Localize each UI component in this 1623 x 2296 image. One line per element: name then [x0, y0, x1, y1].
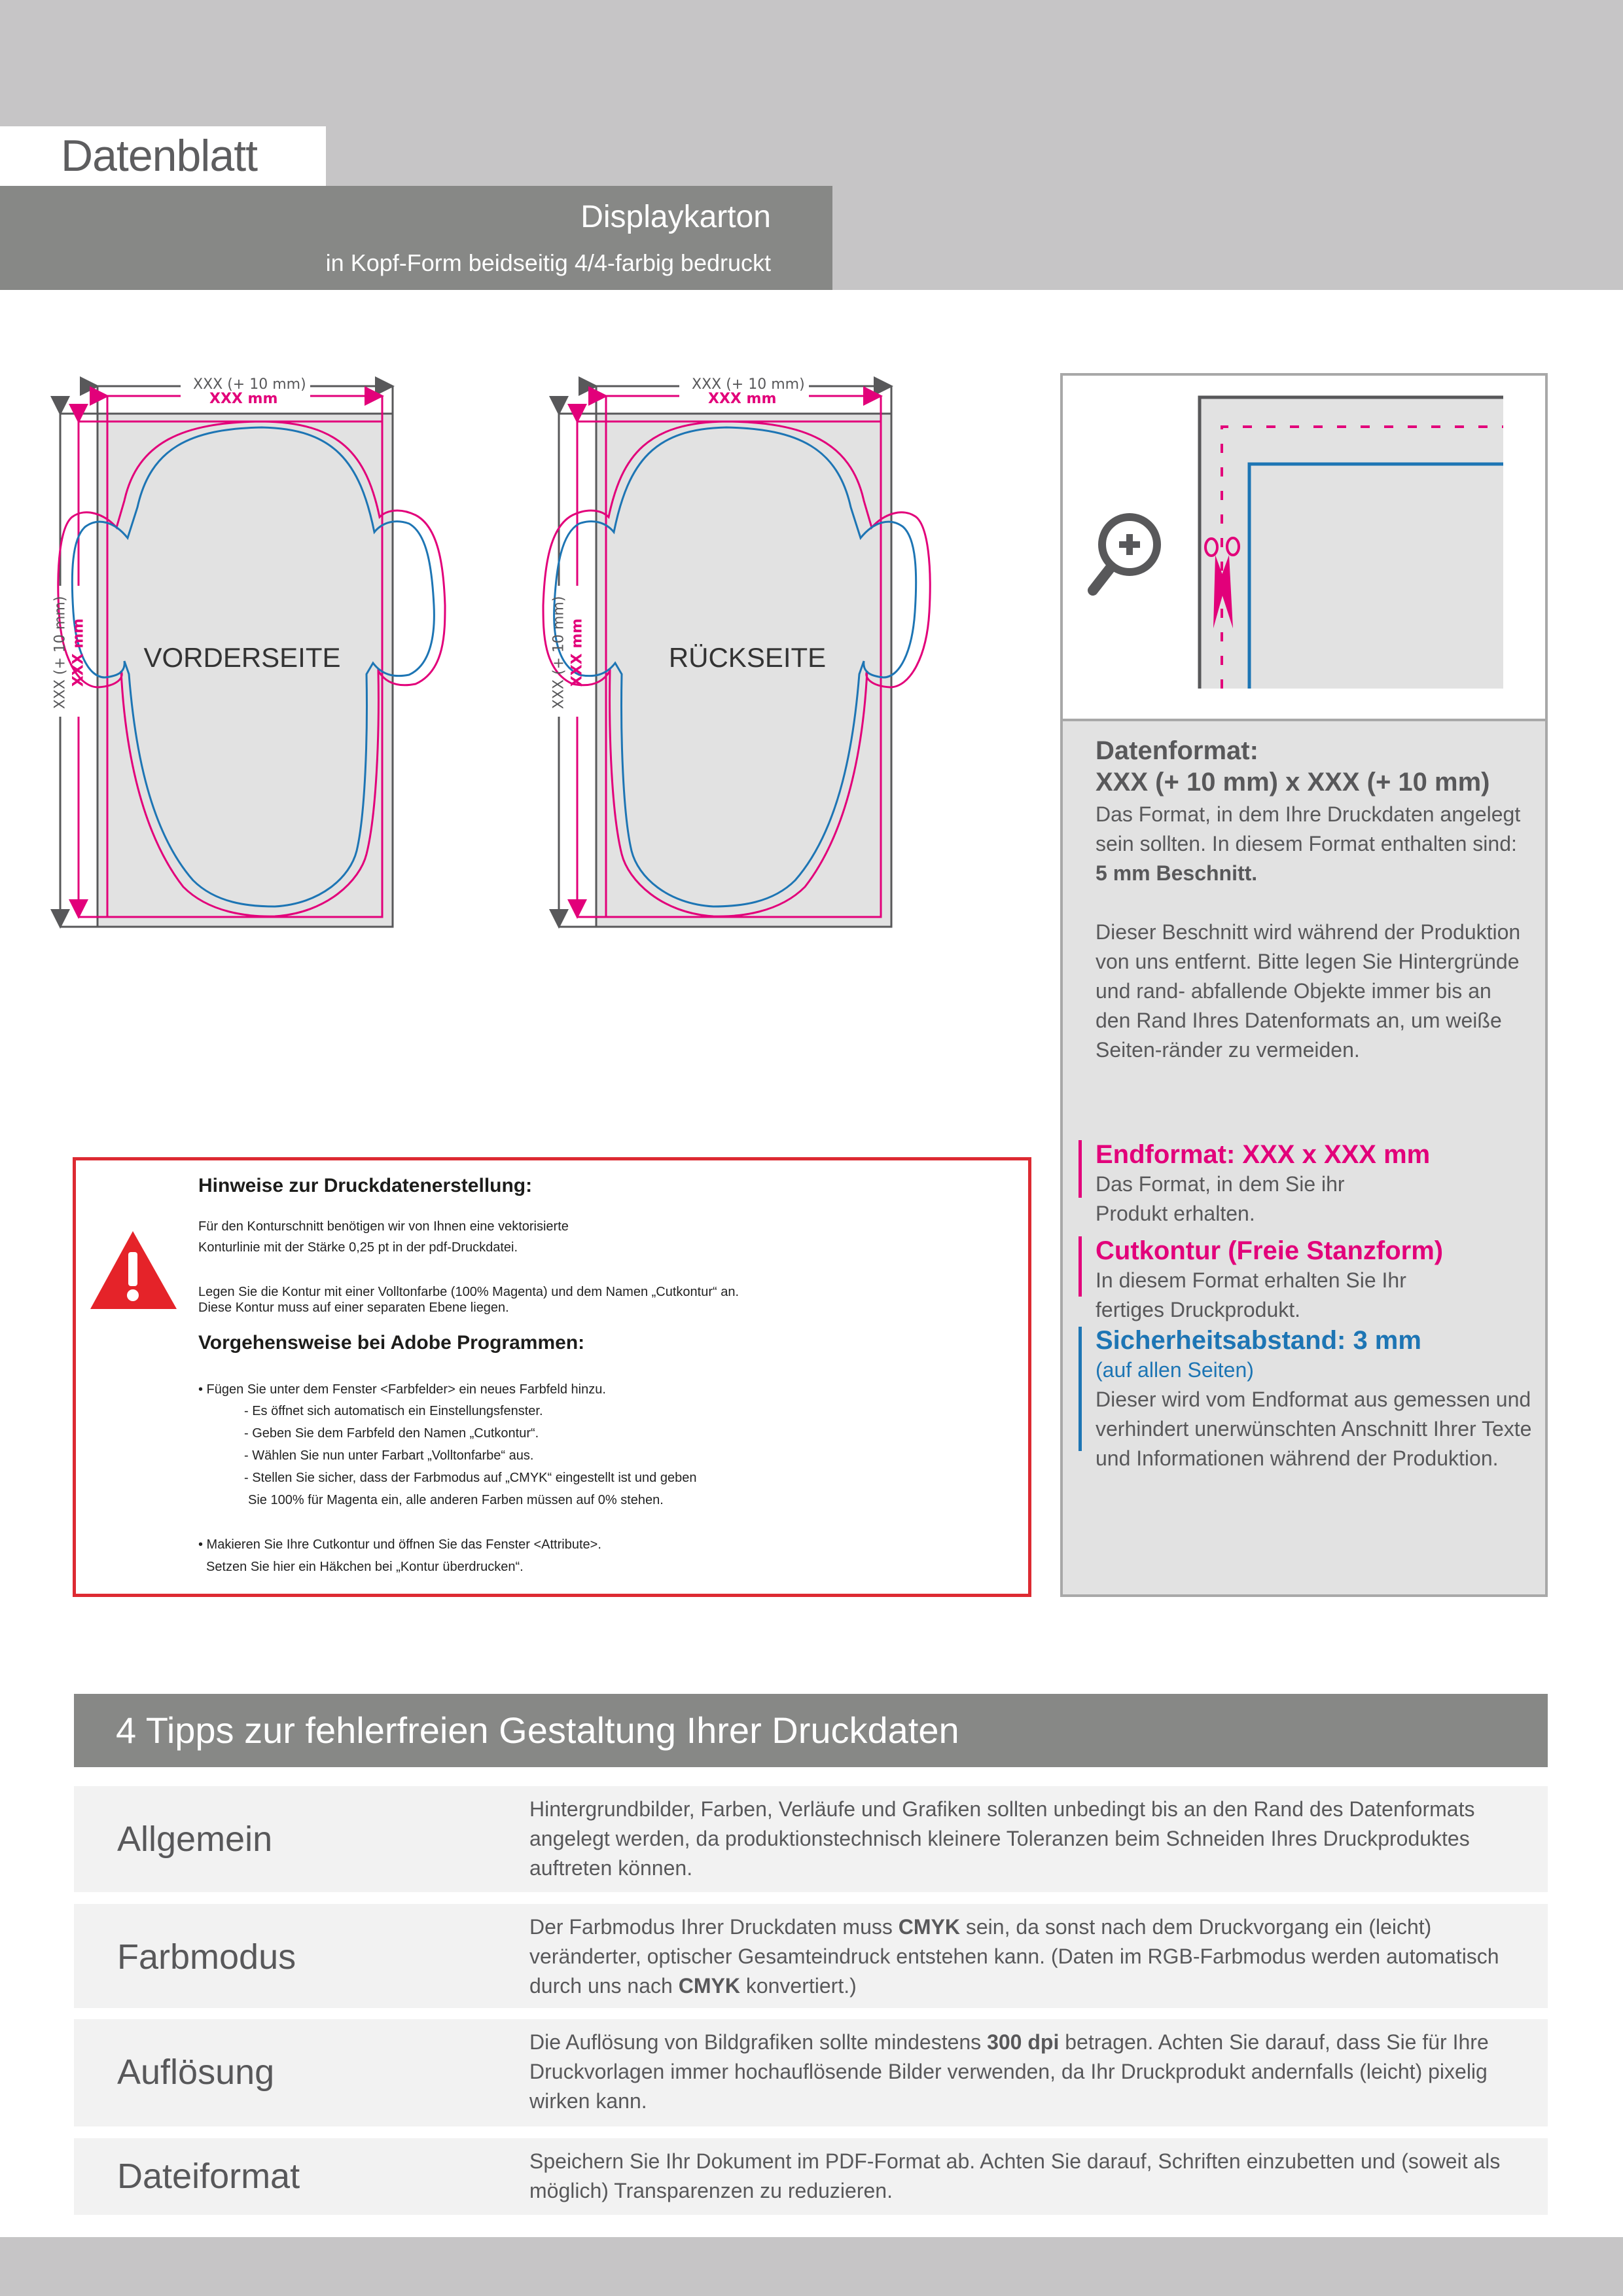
hint-p1-line1: Für den Konturschnitt benötigen wir von Ihnen eine vektorisierte — [198, 1219, 569, 1234]
hint-heading: Hinweise zur Druckdatenerstellung: — [198, 1175, 533, 1196]
diagram-front — [52, 370, 550, 959]
tips-heading-bar — [74, 1694, 1548, 1767]
tip-label: Farbmodus — [117, 1937, 296, 1977]
tip-row — [74, 2019, 1548, 2126]
datenformat-size: XXX (+ 10 mm) x XXX (+ 10 mm) — [1096, 768, 1490, 797]
bleed-zoom-detail — [1063, 376, 1545, 721]
tip-label: Dateiformat — [117, 2157, 300, 2196]
datenformat-heading: Datenformat: — [1096, 736, 1258, 765]
zoom-in-icon — [1093, 517, 1157, 590]
footer-band — [0, 2237, 1623, 2296]
tip-label: Allgemein — [117, 1820, 273, 1859]
sicherheit-subheading: (auf allen Seiten) — [1096, 1358, 1254, 1382]
dim-width-final-label: XXX mm — [209, 391, 278, 407]
endformat-bar — [1079, 1140, 1082, 1198]
tip-label: Auflösung — [117, 2053, 275, 2092]
info-panel — [1060, 373, 1548, 1597]
print-hints-box — [73, 1157, 1031, 1597]
warning-icon — [90, 1229, 182, 1314]
datenformat-text-1: Das Format, in dem Ihre Druckdaten angelegt sein sollten. In diesem Format enthalten sind: 5 mm Beschnitt. — [1096, 802, 1521, 885]
hint-p2-line2: Diese Kontur muss auf einer separaten Ebene liegen. — [198, 1300, 509, 1315]
tips-heading: 4 Tipps zur fehlerfreien Gestaltung Ihrer Druckdaten — [116, 1710, 959, 1751]
dim-width-bleed-label: XXX (+ 10 mm) — [692, 376, 805, 393]
sicherheit-bar — [1079, 1327, 1082, 1451]
hint-p1-line2: Konturlinie mit der Stärke 0,25 pt in der pdf-Druckdatei. — [198, 1240, 518, 1255]
datenformat-text-2: Dieser Beschnitt wird während der Produktion von uns entfernt. Bitte legen Sie Hintergründe und rand- abfallende Objekte immer bis an den Rand Ihres Datenformats an, um weiße Seiten-ränder zu vermeiden. — [1096, 920, 1521, 1062]
side-label-back: RÜCKSEITE — [668, 642, 827, 673]
hint-step: - Stellen Sie sicher, dass der Farbmodus auf „CMYK“ eingestellt ist und geben — [244, 1471, 697, 1485]
side-label-front: VORDERSEITE — [143, 642, 341, 673]
tip-row — [74, 1786, 1548, 1892]
diagram-back — [551, 370, 1048, 959]
hint-step: • Fügen Sie unter dem Fenster <Farbfelder> ein neues Farbfeld hinzu. — [198, 1382, 606, 1397]
hint-step: • Makieren Sie Ihre Cutkontur und öffnen Sie das Fenster <Attribute>. — [198, 1537, 601, 1552]
dim-height-final-label: XXX mm — [569, 618, 586, 687]
hint-step: Setzen Sie hier ein Häkchen bei „Kontur überdrucken“. — [206, 1560, 524, 1574]
product-subtitle: in Kopf-Form beidseitig 4/4-farbig bedruckt — [325, 249, 771, 276]
hint-step: - Wählen Sie nun unter Farbart „Volltonfarbe“ aus. — [244, 1448, 534, 1463]
tip-text: Die Auflösung von Bildgrafiken sollte mindestens 300 dpi betragen. Achten Sie darauf, dass Sie für Ihre Druckvorlagen immer hochauflösende Bilder verwenden, da Ihr Druckprodukt andernfalls (leicht) pixelig wirken kann. — [529, 2030, 1489, 2113]
tip-row — [74, 1904, 1548, 2008]
hint-step: Sie 100% für Magenta ein, alle anderen Farben müssen auf 0% stehen. — [248, 1493, 664, 1507]
sicherheit-text: Dieser wird vom Endformat aus gemessen und verhindert unerwünschten Anschnitt Ihrer Texte und Informationen während der Produktion. — [1096, 1388, 1532, 1470]
dim-height-final-label: XXX mm — [70, 618, 87, 687]
hint-step: - Geben Sie dem Farbfeld den Namen „Cutkontur“. — [244, 1426, 539, 1441]
bleed-detail-svg — [1063, 376, 1545, 721]
product-name: Displaykarton — [580, 200, 771, 234]
tip-text: Der Farbmodus Ihrer Druckdaten muss CMYK sein, da sonst nach dem Druckvorgang ein (leicht) veränderter, optischer Gesamteindruck entstehen kann. (Daten im RGB-Farbmodus werden automatisch durch uns nach CMYK konvertiert.) — [529, 1915, 1499, 1998]
hint-step: - Es öffnet sich automatisch ein Einstellungsfenster. — [244, 1404, 543, 1418]
hint-subheading: Vorgehensweise bei Adobe Programmen: — [198, 1332, 585, 1354]
dim-width-bleed-label: XXX (+ 10 mm) — [193, 376, 306, 393]
dim-height-bleed-label: XXX (+ 10 mm) — [52, 596, 69, 709]
tip-text: Hintergrundbilder, Farben, Verläufe und Grafiken sollten unbedingt bis an den Rand des Datenformats angelegt werden, da produktionstechnisch kleinere Toleranzen beim Schneiden Ihres Druckproduktes auftreten können. — [529, 1797, 1475, 1880]
hint-p2-line1: Legen Sie die Kontur mit einer Volltonfarbe (100% Magenta) und dem Namen „Cutkontur“ an. — [198, 1285, 740, 1299]
dim-height-bleed-label: XXX (+ 10 mm) — [550, 596, 567, 709]
sicherheit-heading: Sicherheitsabstand: 3 mm — [1096, 1326, 1421, 1355]
endformat-text: Das Format, in dem Sie ihr Produkt erhalten. — [1096, 1172, 1345, 1225]
endformat-heading: Endformat: XXX x XXX mm — [1096, 1140, 1431, 1169]
cutkontur-heading: Cutkontur (Freie Stanzform) — [1096, 1236, 1444, 1265]
cutkontur-text: In diesem Format erhalten Sie Ihr fertiges Druckprodukt. — [1096, 1268, 1406, 1321]
dim-width-final-label: XXX mm — [708, 391, 777, 407]
cutkontur-bar — [1079, 1236, 1082, 1297]
tip-text: Speichern Sie Ihr Dokument im PDF-Format ab. Achten Sie darauf, Schriften einzubetten und (soweit als möglich) Transparenzen zu reduzieren. — [529, 2149, 1501, 2202]
page-title: Datenblatt — [61, 131, 257, 181]
tip-row — [74, 2138, 1548, 2215]
